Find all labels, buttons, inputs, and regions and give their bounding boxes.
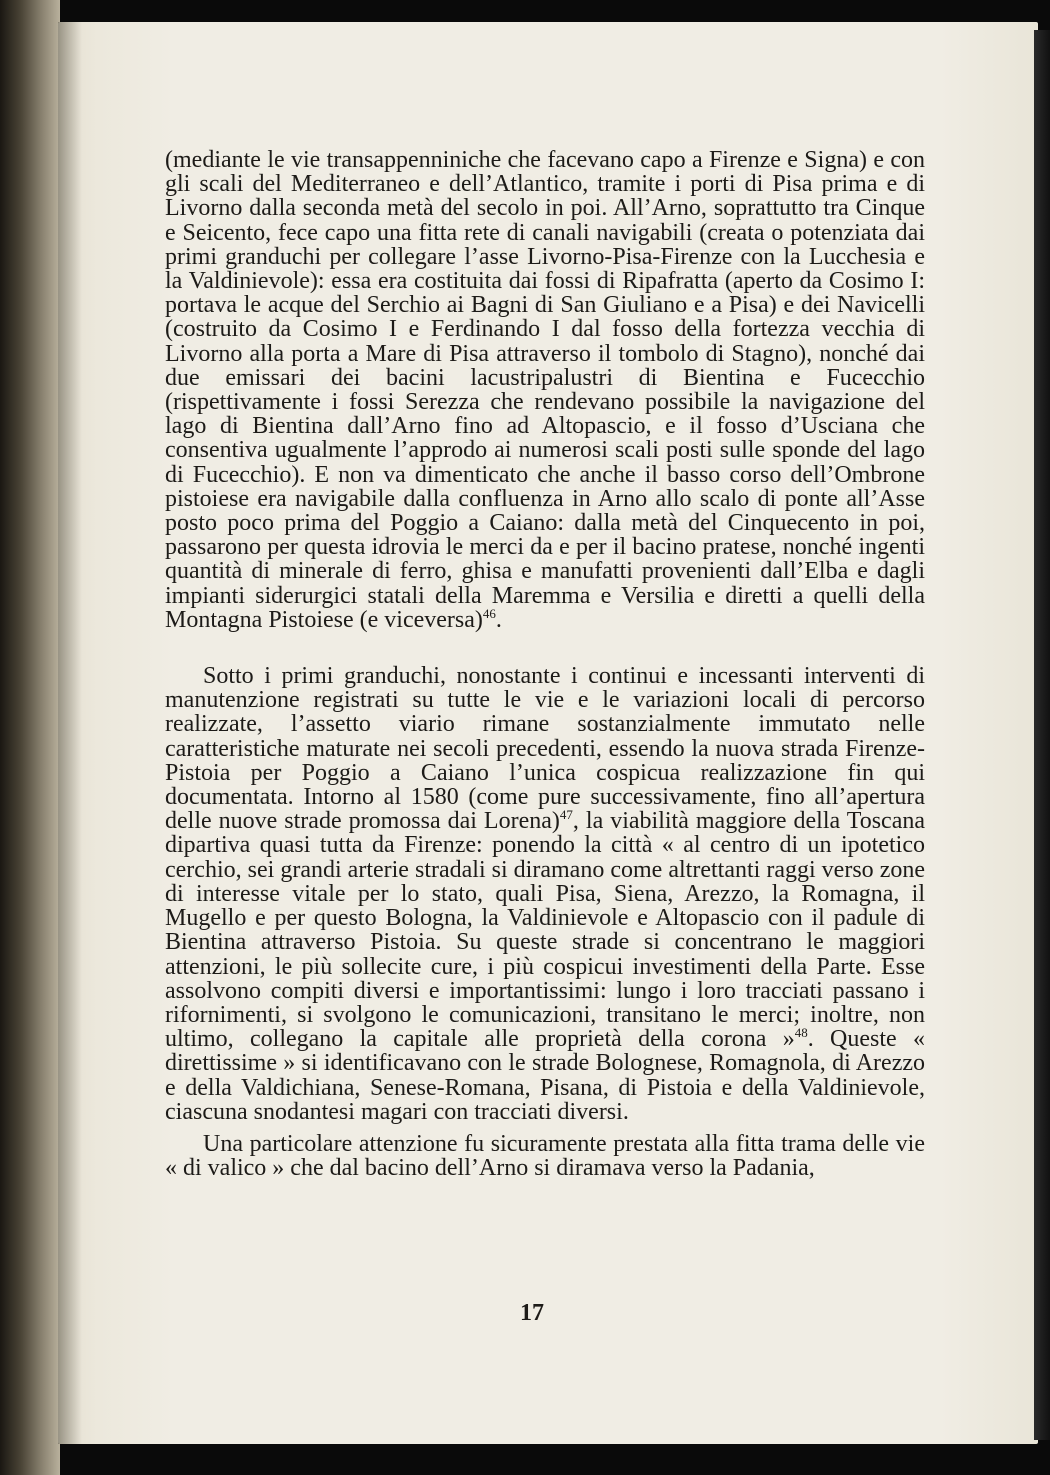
paragraph-3 [165,1132,925,1180]
paragraph-2 [165,664,925,1124]
page-edge-shadow [1034,30,1050,1440]
body-text [165,148,925,1180]
footnote-ref-48: 48 [794,1025,808,1041]
paragraph-3-text: Una particolare attenzione fu sicuramente prestata alla fitta trama delle vie « di valico » che dal bacino dell’Arno si diramava verso la Padania, [165,1130,925,1182]
footnote-ref-47: 47 [559,807,573,823]
paragraph-2-text-c: . Queste « direttissime » si identificavano con le strade Bolognese, Romagnola, di Arezzo e della Valdichiana, Senese-Romana, Pisana, di Pistoia e della Valdinievole, ciascuna snodantesi magari con tracciati diversi. [165,1026,925,1125]
paragraph-1 [165,148,925,632]
page-number: 17 [520,1300,544,1326]
paragraph-1-text: (mediante le vie transappenniniche che facevano capo a Firenze e Signa) e con gli scali del Mediterraneo e dell’Atlantico, tramite i porti di Pisa prima e di Livorno dalla seconda metà del secolo in poi. All’Arno, soprattutto tra Cinque e Seicento, fece capo una fitta rete di canali navigabili (creata o potenziata dai primi granduchi per collegare l’asse Livorno-Pisa-Firenze con la Lucchesia e la Valdinievole): essa era costituita dai fossi di Ripafratta (aperto da Cosimo I: portava le acque del Serchio ai Bagni di San Giuliano e a Pisa) e dei Navicelli (costruito da Cosimo I e Ferdinando I dal fosso della fortezza vecchia di Livorno alla porta a Mare di Pisa attraverso il tombolo di Stagno), nonché dai due emissari dei bacini lacustripalustri di Bientina e Fucecchio (rispettivamente i fossi Serezza che rendevano possibile la navigazione del lago di Bientina dall’Arno fino ad Altopascio, e il fosso d’Usciana che consentiva ugualmente l’approdo ai numerosi scali posti sulle sponde del lago di Fucecchio). E non va dimenticato che anche il basso corso dell’Ombrone pistoiese era navigabile dalla confluenza in Arno allo scalo di ponte all’Asse posto poco prima del Poggio a Caiano: dalla metà del Cinquecento in poi, passarono per questa idrovia le merci da e per il bacino pratese, nonché ingenti quantità di minerale di ferro, ghisa e manufatti provenienti dall’Elba e dagli impianti siderurgici statali della Maremma e Versilia e diretti a quelli della Montagna Pistoiese (e viceversa) [165,147,925,633]
paragraph-1-tail: . [495,606,502,633]
book-spine [0,0,60,1475]
footnote-ref-46: 46 [482,605,496,621]
paragraph-2-text-a: Sotto i primi granduchi, nonostante i continui e incessanti interventi di manutenzione registrati su tutte le vie e le variazioni locali di percorso realizzate, l’assetto viario rimane sostanzialmente immutato nelle caratteristiche maturate nei secoli precedenti, essendo la nuova strada Firenze-Pistoia per Poggio a Caiano l’unica cospicua realizzazione fin qui documentata. Intorno al 1580 (come pure successivamente, fino all’apertura delle nuove strade promossa dai Lorena) [165,663,925,835]
page-gutter-shadow [58,22,82,1444]
paragraph-2-text-b: , la viabilità maggiore della Toscana dipartiva quasi tutta da Firenze: ponendo la città « al centro di un ipotetico cerchio, sei grandi arterie stradali si diramano come altrettanti raggi verso zone di interesse vitale per lo stato, quali Pisa, Siena, Arezzo, la Romagna, il Mugello e per questo Bologna, la Valdinievole e Altopascio con il padule di Bientina attraverso Pistoia. Su queste strade si concentrano le maggiori attenzioni, le più sollecite cure, i più cospicui investimenti della Parte. Esse assolvono compiti diversi e importantissimi: lungo i loro tracciati passano i rifornimenti, si svolgono le comunicazioni, transitano le merci; inoltre, non ultimo, collegano la capitale alle proprietà della corona » [165,808,925,1053]
